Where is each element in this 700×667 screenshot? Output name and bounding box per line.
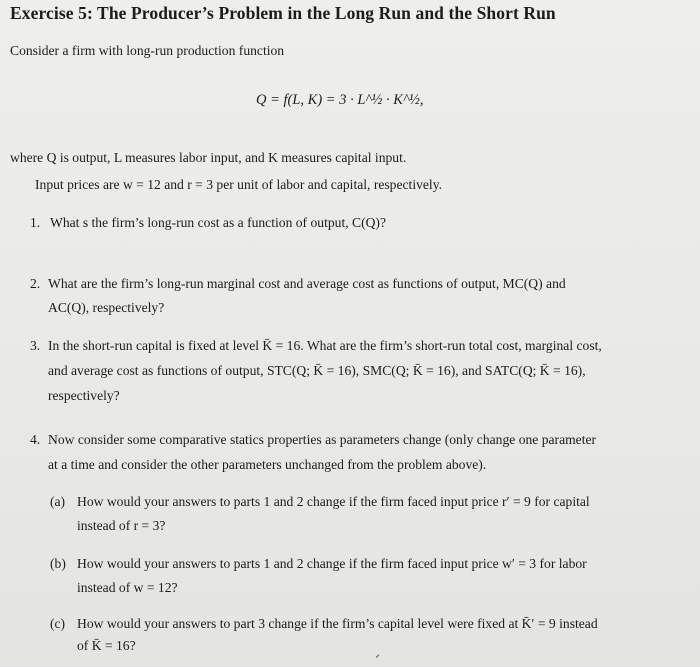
question-2-line-2: AC(Q), respectively? bbox=[48, 300, 165, 315]
question-3-line-2: and average cost as functions of output, STC(Q; K̄ = 16), SMC(Q; K̄ = 16), and SATC(Q; K̄ = 16), bbox=[48, 363, 586, 378]
variable-definitions: where Q is output, L measures labor input, and K measures capital input. bbox=[10, 150, 407, 165]
question-4-line-2: at a time and consider the other parameters unchanged from the problem above). bbox=[48, 457, 487, 472]
question-1-text: What s the firm’s long-run cost as a function of output, C(Q)? bbox=[50, 215, 386, 230]
part-c-line-2: of K̄ = 16? bbox=[77, 638, 136, 653]
question-2-number: 2. bbox=[30, 276, 41, 291]
part-c-label: (c) bbox=[50, 616, 66, 631]
question-2-line-1: What are the firm’s long-run marginal cost and average cost as functions of output, MC(Q) and bbox=[48, 276, 566, 291]
pen-mark bbox=[372, 650, 380, 658]
production-function-formula: Q = f(L, K) = 3 · L^½ · K^½, bbox=[256, 92, 424, 108]
part-a-line-1: How would your answers to parts 1 and 2 change if the firm faced input price r′ = 9 for capital bbox=[77, 494, 590, 509]
part-c-line-1: How would your answers to part 3 change if the firm’s capital level were fixed at K̄′ = 9 instead bbox=[77, 616, 598, 631]
question-3-line-3: respectively? bbox=[48, 388, 120, 403]
question-4-line-1: Now consider some comparative statics properties as parameters change (only change one parameter bbox=[48, 432, 597, 447]
part-a-line-2: instead of r = 3? bbox=[77, 518, 166, 533]
question-4-number: 4. bbox=[30, 432, 41, 447]
part-b-label: (b) bbox=[50, 556, 66, 571]
part-b-line-1: How would your answers to parts 1 and 2 change if the firm faced input price w′ = 3 for labor bbox=[77, 556, 587, 571]
question-3-number: 3. bbox=[30, 338, 41, 353]
intro-text: Consider a firm with long-run production function bbox=[10, 43, 285, 58]
question-1-number: 1. bbox=[30, 215, 41, 230]
question-3-line-1: In the short-run capital is fixed at level K̄ = 16. What are the firm’s short-run total cost, marginal cost, bbox=[48, 338, 602, 353]
input-prices: Input prices are w = 12 and r = 3 per unit of labor and capital, respectively. bbox=[35, 177, 443, 192]
part-b-line-2: instead of w = 12? bbox=[77, 580, 178, 595]
part-a-label: (a) bbox=[50, 494, 66, 509]
exercise-title: Exercise 5: The Producer’s Problem in the Long Run and the Short Run bbox=[10, 3, 556, 23]
